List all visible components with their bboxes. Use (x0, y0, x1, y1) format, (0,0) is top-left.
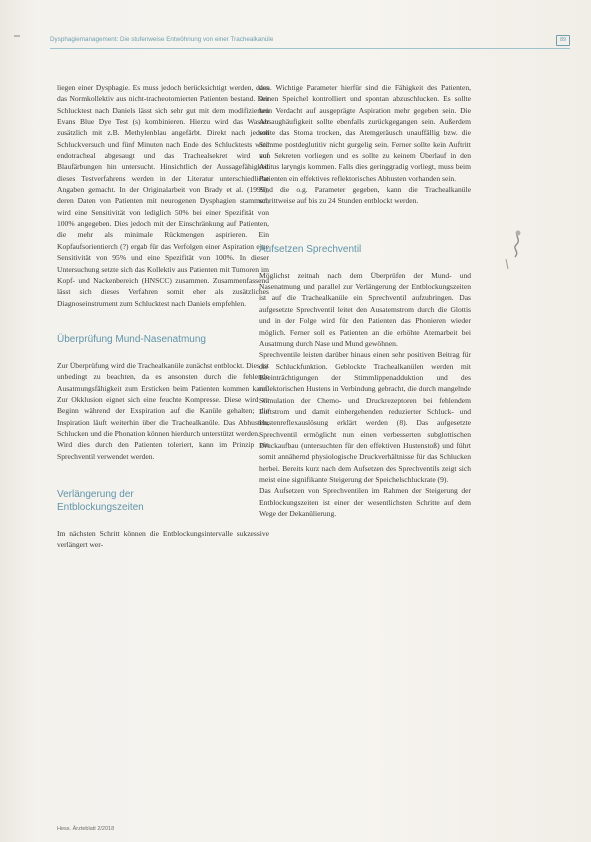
scan-edge-mark (14, 35, 20, 37)
page-footer: Hess. Ärzteblatt 2/2018 (57, 826, 115, 832)
paragraph: Das Aufsetzen von Sprechventilen im Rahmen der Steigerung der Entblockungszeiten ist einer der wesentlichsten Schritte auf dem Wege der Dekanülierung. (259, 486, 471, 518)
paragraph: Wird dies durch den Patienten toleriert, kann im Prinzip ein Sprechventil verwendet werden. (57, 440, 269, 461)
section-heading-sprechventil: Aufsetzen Sprechventil (259, 243, 362, 255)
paragraph: den. Wichtige Parameter hierfür sind die Fähigkeit des Patienten, seinen Speichel kontrolliert und spontan abzuschlucken. Es sollte kein Verdacht auf ausgeprägte Aspiration mehr gegeben sein. Die Absaughäufigkeit sollte ebenfalls zurückgegangen sein. Außerdem sollte das Stoma trocken, das Atemgeräusch unauffällig bzw. die Stimme postdeglutitiv nicht gurgelig sein. Ferner sollte kein Auftritt von Sekreten vorliegen und es sollte zu keinem Überlauf in den Aditus laryngis kommen. Falls dies geringgradig vorliegt, muss beim Patienten ein effektives reflektorisches Abhusten vorhanden sein. (259, 83, 471, 183)
heading-line-2: Entblockungszeiten (57, 501, 144, 513)
paragraph: Möglichst zeitnah nach dem Überprüfen der Mund- und Nasenatmung und parallel zur Verlängerung der Entblockungszeiten ist auf die Trachealkanüle ein Sprechventil aufzubringen. Das aufgesetzte Sprechventil leitet den Ausatemstrom durch die Glottis und in der Folge wird für den Patienten das Phonieren wieder möglich. Ferner soll es Patienten an die erhöhte Atemarbeit bei Ausatmung durch Nase und Mund gewöhnen. (259, 270, 471, 348)
paragraph: liegen einer Dysphagie. Es muss jedoch berücksichtigt werden, dass das Normkollektiv aus nicht-tracheotomierten Patienten bestand. Der Schlucktest nach Daniels lässt sich sehr gut mit dem modifizierten Evans Blue Dye Test (s) kombinieren. Hierzu wird das Wasser zusätzlich mit z.B. Methylenblau angefärbt. Direkt nach jedem Schluckversuch und fünf Minuten nach Ende des Schlucktests wird endotracheal abgesaugt und das Trachealsekret wird auf Blaufärbungen hin untersucht. Hinsichtlich der Aussagefähigkeit dieses Testverfahrens werden in der Literatur unterschiedliche Angaben gemacht. In der Originalarbeit von Brady et al. (1999), deren Daten von Patienten mit neurogenen Dysphagien stammen, wird eine Sensitivität von lediglich 50% bei einer Spezifität von 100% angegeben. Dies jedoch mit der Einschränkung auf Patienten, die mehr als minimale Rückmengen aspirieren. Ein Kopfaufsorientierch (?) ergab für das Verfolgen einer Aspiration eine Sensitivität von 95% und eine Spezifität von 100%. In dieser Untersuchung setzte sich das Kollektiv aus Patienten mit Tumoren im Kopf- und Nackenbereich (HNSCC) zusammen. Zusammenfassend lässt sich dieses Verfahren somit eher als zusätzliches Diagnoseinstrument zum Schlucktest nach Daniels empfehlen. (57, 83, 269, 308)
pen-scribble-mark (496, 229, 530, 273)
section-heading-entblockungszeiten (57, 488, 269, 514)
paragraph: Zur Überprüfung wird die Trachealkanüle zunächst entblockt. Dies ist unbedingt zu beachten, da es ansonsten durch die fehlende Ausatmungsfähigkeit zum Ersticken beim Patienten kommen kann. Zur Okklusion eignet sich eine feuchte Kompresse. Diese wird zu Beginn während der Exspiration auf die Kanüle gehalten; die Inspiration läuft weiterhin über die Trachealkanüle. Das Abhusten, Schlucken und die Phonation können hierdurch unterstützt werden. (57, 360, 269, 438)
paragraph: Sprechventile leisten darüber hinaus einen sehr positiven Beitrag für die Schluckfunktion. Geblockte Trachealkanülen werden mit Beeinträchtigungen der Stimmlippenadduktion und des reflektorischen Hustens in Verbindung gebracht, die durch mangelnde Stimulation der Chemo- und Druckrezeptoren bei fehlendem Luftstrom und damit einhergehenden reduzierter Schluck- und Hustenreflexauslösung erklärt werden (8). Das aufgesetzte Sprechventil ermöglicht nun einen verbesserten subglottischen Druckaufbau (untersuchten für den effektiven Hustenstoß) und führt somit annähernd physiologische Druckverhältnisse für das Schlucken herbei. Bereits kurz nach dem Aufsetzen des Sprechventils zeigt sich meist eine signifikante Steigerung der Speichelschluckrate (9). (259, 350, 471, 484)
page-number: 89 (556, 35, 570, 46)
paragraph: Im nächsten Schritt können die Entblockungsintervalle sukzessive verlängert wer- (57, 528, 269, 550)
paragraph: Sind die o.g. Parameter gegeben, kann die Trachealkanüle schrittweise auf bis zu 24 Stunden entblockt werden. (259, 185, 471, 206)
section-heading-mund-nasenatmung: Überprüfung Mund-Nasenatmung (57, 333, 206, 345)
running-header (50, 34, 570, 49)
heading-line-1: Verlängerung der (57, 488, 134, 500)
header-title: Dysphagiemanagement: Die stufenweise Entwöhnung von einer Trachealkanüle (50, 36, 274, 43)
right-column (259, 82, 471, 519)
left-column (57, 82, 269, 551)
